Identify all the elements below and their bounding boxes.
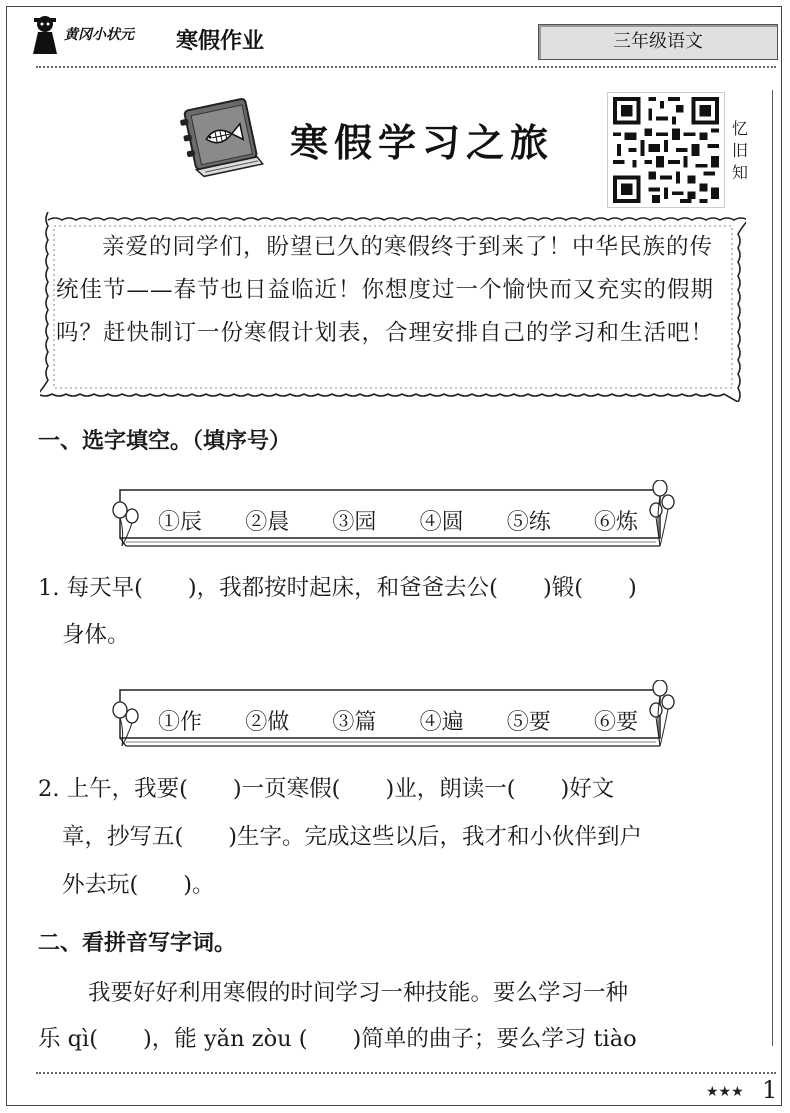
grade-tag: 三年级语文	[538, 24, 778, 60]
question-2-line-3: 外去玩( )。	[62, 872, 215, 898]
question-2-line-2: 章，抄写五( )生字。完成这些以后，我才和小伙伴到户	[62, 824, 643, 850]
question-1-line-1: 1. 每天早( )，我都按时起床，和爸爸去公( )锻( )	[38, 575, 637, 601]
option: ③篇	[332, 710, 377, 735]
options-list-2	[158, 705, 638, 736]
option: ③园	[332, 510, 377, 535]
footer-divider	[36, 1072, 776, 1074]
qr-label: 忆 旧 知	[731, 119, 748, 182]
header-divider	[36, 66, 776, 68]
question-1-line-2: 身体。	[62, 622, 130, 648]
page-title: 寒假学习之旅	[290, 121, 555, 165]
section2-heading: 二、看拼音写字词。	[38, 931, 237, 956]
page-number: 1	[762, 1076, 778, 1104]
mascot-icon	[28, 14, 62, 56]
option: ②做	[245, 710, 290, 735]
option: ①辰	[158, 510, 203, 535]
section2-line-1: 我要好好利用寒假的时间学习一种技能。要么学习一种	[88, 980, 629, 1006]
page-header	[28, 10, 778, 62]
section1-heading: 一、选字填空。（填序号）	[38, 429, 292, 454]
logo	[28, 10, 178, 58]
question-2-line-1: 2. 上午，我要( )一页寒假( )业，朗读一( )好文	[38, 776, 615, 802]
option: ④圆	[419, 510, 464, 535]
option: ②晨	[245, 510, 290, 535]
logo-text: 黄冈小状元	[64, 27, 134, 43]
intro-text: 亲爱的同学们，盼望已久的寒假终于到来了！中华民族的传统佳节——春节也日益临近！你想度过一个愉快而又充实的假期吗？赶快制订一份寒假计划表，合理安排自己的学习和生活吧！	[56, 234, 715, 346]
options-list-1	[158, 505, 638, 536]
header-title: 寒假作业	[176, 29, 265, 54]
option: ⑤要	[506, 710, 551, 735]
option: ④遍	[419, 710, 464, 735]
qr-code[interactable]	[607, 92, 725, 208]
option: ⑥炼	[593, 510, 638, 535]
book-fish-icon	[176, 92, 266, 180]
section2-line-2: 乐 qì( )，能 yǎn zòu ( )简单的曲子；要么学习 tiào	[38, 1026, 637, 1052]
difficulty-stars: ★★★	[706, 1084, 744, 1100]
option: ⑤练	[506, 510, 551, 535]
option: ①作	[158, 710, 203, 735]
option: ⑥要	[593, 710, 638, 735]
